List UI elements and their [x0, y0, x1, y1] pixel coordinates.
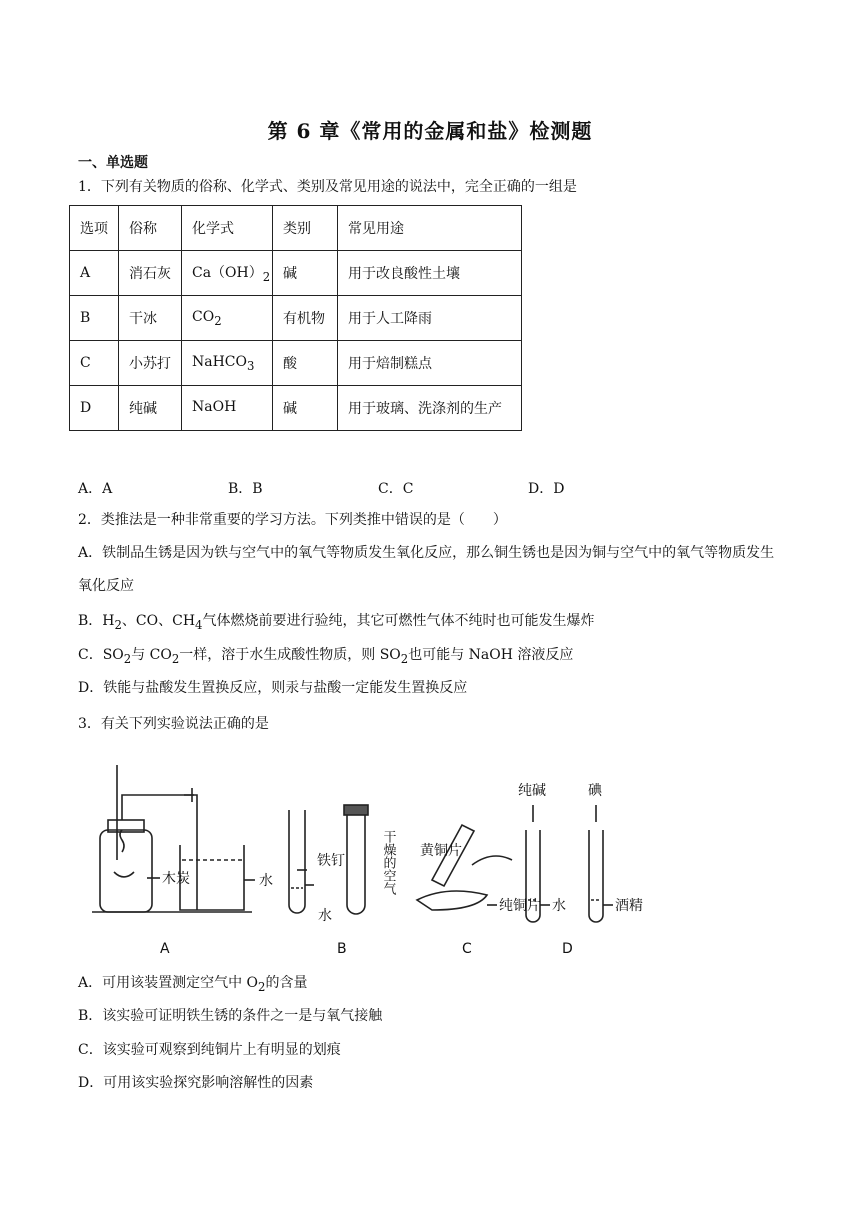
label-alcohol: 酒精: [615, 898, 643, 914]
table-cell-formula: NaOH: [182, 386, 273, 431]
table-cell-use: 用于玻璃、洗涤剂的生产: [338, 386, 522, 431]
question-3-option-c[interactable]: C．该实验可观察到纯铜片上有明显的划痕: [78, 1042, 341, 1058]
table-cell-category: 碱: [273, 251, 338, 296]
table-cell-name: 消石灰: [119, 251, 182, 296]
question-3-option-d[interactable]: D．可用该实验探究影响溶解性的因素: [78, 1075, 314, 1091]
table-cell-name: 干冰: [119, 296, 182, 341]
table-cell-option: D: [70, 386, 119, 431]
table-cell-category: 酸: [273, 341, 338, 386]
label-nail: 铁钉: [317, 853, 345, 869]
table-cell-formula: $CO_2$: [182, 296, 273, 341]
table-row: [70, 386, 522, 431]
table-cell-formula: $Ca(OH)_2$: [182, 251, 273, 296]
table-row: [70, 341, 522, 386]
option-d[interactable]: D．D: [528, 481, 565, 497]
question-2-option-d[interactable]: D．铁能与盐酸发生置换反应，则汞与盐酸一定能发生置换反应: [78, 680, 468, 696]
figure-label-a: A: [160, 941, 170, 957]
page-title: 第 6 章《常用的金属和盐》检测题: [267, 119, 593, 143]
label-soda: 纯碱: [518, 783, 546, 799]
table-cell-name: 小苏打: [119, 341, 182, 386]
table-row: [70, 296, 522, 341]
question-1-options: [78, 478, 678, 498]
figure-label-c: C: [462, 941, 472, 957]
label-copper: 纯铜片: [499, 898, 541, 914]
table-row: [70, 251, 522, 296]
table-cell-use: 用于改良酸性土壤: [338, 251, 522, 296]
question-3-option-a[interactable]: A．可用该装置测定空气中 $O_2$的含量: [78, 975, 308, 994]
label-water-b: 水: [318, 908, 332, 924]
table-header-cell: 化学式: [182, 206, 273, 251]
table-cell-name: 纯碱: [119, 386, 182, 431]
label-water-d: 水: [552, 898, 566, 914]
table-cell-option: B: [70, 296, 119, 341]
table-header-cell: 类别: [273, 206, 338, 251]
table-header-cell: 俗称: [119, 206, 182, 251]
label-dry-air: 干燥的空气: [380, 830, 396, 895]
label-brass: 黄铜片: [420, 843, 462, 859]
table-header-cell: 常见用途: [338, 206, 522, 251]
figure-label-d: D: [562, 941, 573, 957]
label-water-a: 水: [259, 873, 273, 889]
table-cell-option: A: [70, 251, 119, 296]
table-cell-category: 有机物: [273, 296, 338, 341]
question-3-option-b[interactable]: B．该实验可证明铁生锈的条件之一是与氧气接触: [78, 1008, 383, 1024]
question-2-option-c[interactable]: C．$SO_2$与 $CO_2$一样，溶于水生成酸性物质，则 $SO_2$也可能与 NaOH 溶液反应: [78, 647, 574, 666]
question-3-stem: 3．有关下列实验说法正确的是: [78, 716, 269, 732]
question-2-stem: 2．类推法是一种非常重要的学习方法。下列类推中错误的是（ ）: [78, 512, 507, 528]
question-1-stem: 1．下列有关物质的俗称、化学式、类别及常见用途的说法中，完全正确的一组是: [78, 179, 577, 195]
table-cell-use: 用于焙制糕点: [338, 341, 522, 386]
table-header-cell: 选项: [70, 206, 119, 251]
question-2-option-a[interactable]: A．铁制品生锈是因为铁与空气中的氧气等物质发生氧化反应，那么铜生锈也是因为铜与空气中的氧气等物质发生氧化反应: [78, 545, 775, 594]
table-cell-use: 用于人工降雨: [338, 296, 522, 341]
table-cell-formula: NaHCO$_3$: [182, 341, 273, 386]
question-1-table: [69, 205, 522, 431]
label-charcoal: 木炭: [162, 871, 190, 887]
section-heading: 一、单选题: [78, 155, 148, 171]
option-b[interactable]: B．B: [228, 481, 263, 497]
figure-label-b: B: [337, 941, 347, 957]
label-iodine: 碘: [588, 783, 602, 799]
experiment-figure: [92, 760, 672, 960]
option-c[interactable]: C．C: [378, 481, 414, 497]
option-a[interactable]: A．A: [78, 481, 113, 497]
table-cell-category: 碱: [273, 386, 338, 431]
table-cell-option: C: [70, 341, 119, 386]
table-header-row: [70, 206, 522, 251]
question-2-option-b[interactable]: B．$H_2$、CO、$CH_4$气体燃烧前要进行验纯，其它可燃性气体不纯时也可能发生爆炸: [78, 613, 595, 632]
